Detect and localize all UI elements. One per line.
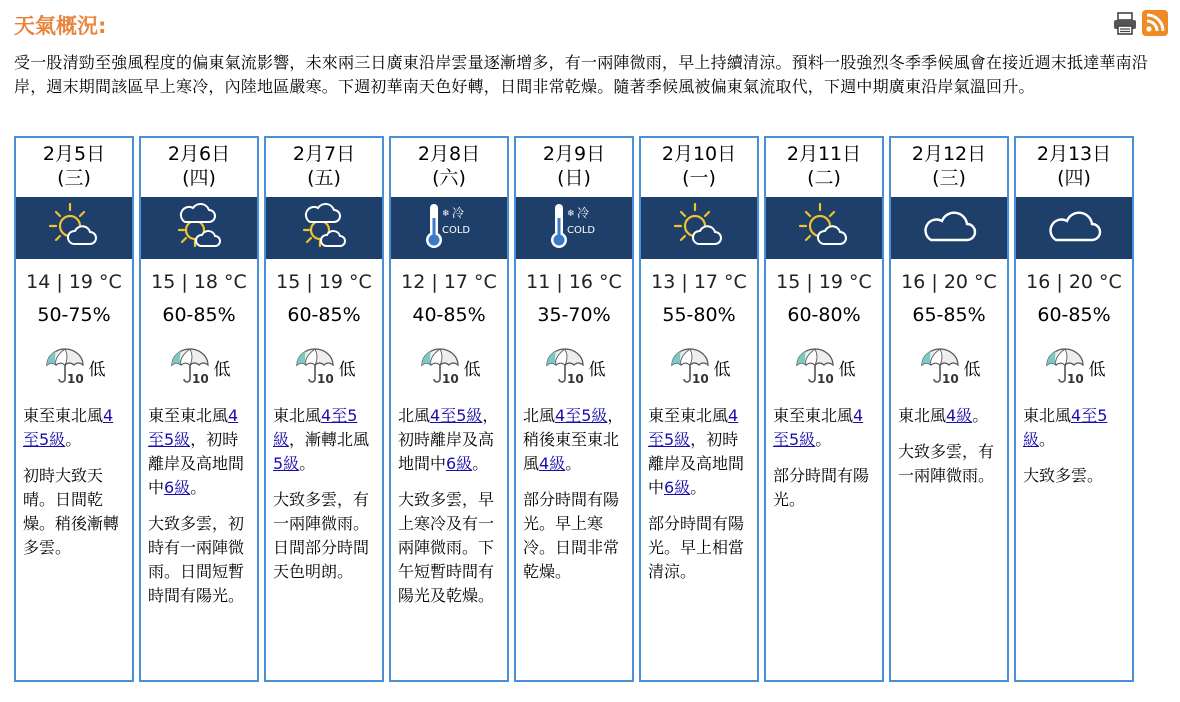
wind-text: 。 [1039,430,1056,449]
humidity-range: 60-85% [287,304,361,326]
forecast-day [139,136,259,682]
umbrella-icon [918,345,962,389]
forecast-date: 2月10日 [661,143,737,165]
forecast-date: 2月8日 [417,143,481,165]
cold-icon [541,200,607,256]
wind-force-link[interactable]: 4至5級 [773,406,864,449]
forecast-description [23,404,128,572]
forecast-date: 2月12日 [911,143,987,165]
humidity-range: 35-70% [537,304,611,326]
forecast-weekday: (一) [682,167,716,189]
forecast-day [264,136,384,682]
weather-icon-bar [1016,197,1132,259]
rain-probability-label: 低 [463,359,481,380]
wind-forecast [273,404,378,476]
wind-forecast [398,404,503,476]
wind-force-link[interactable]: 4級 [946,406,973,425]
wind-force-link[interactable]: 4級 [539,454,566,473]
forecast-day [14,136,134,682]
wind-text: ，初時離岸及高地間中 [148,430,245,497]
forecast-weekday: (二) [807,167,841,189]
rain-probability-label: 低 [213,359,231,380]
weather-icon-bar [16,197,132,259]
forecast-day [764,136,884,682]
rain-probability-label: 低 [838,359,856,380]
svg-text:❄: ❄ [567,209,575,219]
rain-probability-label: 低 [1088,359,1106,380]
rain-probability-label: 低 [588,359,606,380]
forecast-date: 2月9日 [542,143,606,165]
wind-force-link[interactable]: 6級 [164,478,191,497]
svg-text:10: 10 [816,372,834,385]
umbrella-icon [1043,345,1087,389]
wind-force-link[interactable]: 4至5級 [148,406,239,449]
rain-probability [766,345,882,389]
weather-description: 大致多雲，有一兩陣微雨。日間部分時間天色明朗。 [273,490,370,581]
wind-forecast [773,404,878,452]
temperature-range: 15 | 19 °C [776,271,872,293]
weather-description: 大致多雲，初時有一兩陣微雨。日間短暫時間有陽光。 [148,514,245,605]
forecast-date: 2月13日 [1036,143,1112,165]
umbrella-icon [543,345,587,389]
weather-icon-bar [516,197,632,259]
rain-probability [141,345,257,389]
wind-text: 。 [65,430,82,449]
svg-text:冷: 冷 [452,206,465,220]
forecast-description [148,404,253,620]
wind-text: 北風 [398,406,431,425]
sun-cloud-icon [296,200,352,256]
rain-probability-label: 低 [713,359,731,380]
forecast-description [398,404,503,620]
wind-text: 。 [190,478,207,497]
forecast-day [389,136,509,682]
forecast-date: 2月6日 [167,143,231,165]
forecast-weekday: (六) [432,167,466,189]
rain-probability [891,345,1007,389]
temperature-range: 15 | 18 °C [151,271,247,293]
forecast-day [889,136,1009,682]
weather-icon-bar [641,197,757,259]
svg-text:10: 10 [66,372,84,385]
umbrella-icon [168,345,212,389]
weather-icon-bar [391,197,507,259]
forecast-weekday: (四) [182,167,216,189]
umbrella-icon [668,345,712,389]
wind-force-link[interactable]: 4至5級 [273,406,358,449]
wind-text: 北風 [523,406,556,425]
rain-probability [16,345,132,389]
weather-description: 部分時間有陽光。早上相當清涼。 [648,514,745,581]
forecast-description [898,404,1003,500]
wind-forecast [148,404,253,500]
weather-icon-bar [266,197,382,259]
rain-probability [266,345,382,389]
forecast-weekday: (四) [1057,167,1091,189]
svg-text:10: 10 [191,372,209,385]
wind-text: 東至東北風 [23,406,104,425]
humidity-range: 55-80% [662,304,736,326]
svg-text:❄: ❄ [442,209,450,219]
temperature-range: 16 | 20 °C [1026,271,1122,293]
rain-probability-label: 低 [963,359,981,380]
weather-icon-bar [766,197,882,259]
wind-forecast [523,404,628,476]
wind-text: 東北風 [898,406,947,425]
umbrella-icon [43,345,87,389]
forecast-weekday: (三) [57,167,91,189]
rain-probability [516,345,632,389]
svg-text:10: 10 [941,372,959,385]
wind-force-link[interactable]: 4至5級 [23,406,114,449]
humidity-range: 50-75% [37,304,111,326]
weather-description: 初時大致天晴。日間乾燥。稍後漸轉多雲。 [23,466,120,557]
sunny-periods-cloud-icon [671,200,727,256]
sunny-periods-cloud-icon [46,200,102,256]
print-icon[interactable] [1112,10,1138,36]
rain-probability [1016,345,1132,389]
temperature-range: 14 | 19 °C [26,271,122,293]
umbrella-icon [293,345,337,389]
rain-probability [391,345,507,389]
forecast-weekday: (五) [307,167,341,189]
rain-probability-label: 低 [338,359,356,380]
wind-force-link[interactable]: 5級 [273,454,300,473]
wind-text: 。 [690,478,707,497]
wind-text: ，稍後東至東北風 [523,406,624,473]
weather-description: 大致多雲。 [1023,466,1104,485]
rain-probability [641,345,757,389]
svg-text:冷: 冷 [577,206,590,220]
weather-icon-bar [141,197,257,259]
rain-probability-label: 低 [88,359,106,380]
wind-text: 。 [972,406,989,425]
weather-description: 大致多雲，早上寒冷及有一兩陣微雨。下午短暫時間有陽光及乾燥。 [398,490,495,605]
forecast-weekday: (日) [557,167,591,189]
wind-forecast [898,404,1003,428]
svg-text:10: 10 [691,372,709,385]
wind-text: 東北風 [1023,406,1072,425]
forecast-day [514,136,634,682]
cloudy-icon [1046,200,1102,256]
wind-text: ，初時離岸及高地間中 [398,406,499,473]
forecast-summary: 受一股清勁至強風程度的偏東氣流影響，未來兩三日廣東沿岸雲量逐漸增多，有一兩陣微雨，早上持續清涼。預料一股強烈冬季季候風會在接近週末抵達華南沿岸，週末期間該區早上寒冷，內陸地區嚴寒。下週初華南天色好轉，日間非常乾燥。隨著季候風被偏東氣流取代，下週中期廣東沿岸氣溫回升。 [14,53,1149,96]
forecast-description [523,404,628,596]
svg-text:10: 10 [1066,372,1084,385]
wind-force-link[interactable]: 4至5級 [430,406,483,425]
rss-icon[interactable] [1142,10,1168,36]
weather-icon-bar [891,197,1007,259]
svg-text:COLD: COLD [442,225,471,236]
wind-forecast [648,404,753,500]
forecast-weekday: (三) [932,167,966,189]
forecast-description [773,404,878,524]
temperature-range: 13 | 17 °C [651,271,747,293]
humidity-range: 60-85% [1037,304,1111,326]
temperature-range: 16 | 20 °C [901,271,997,293]
wind-text: 。 [565,454,582,473]
weather-description: 大致多雲，有一兩陣微雨。 [898,442,995,485]
nine-day-forecast [14,136,1134,682]
wind-text: 。 [299,454,316,473]
sunny-periods-cloud-icon [796,200,852,256]
forecast-date: 2月5日 [42,143,106,165]
wind-force-link[interactable]: 4至5級 [648,406,739,449]
temperature-range: 12 | 17 °C [401,271,497,293]
forecast-description [1023,404,1128,500]
humidity-range: 60-80% [787,304,861,326]
sun-cloud-icon [171,200,227,256]
forecast-description [273,404,378,596]
wind-force-link[interactable]: 4至5級 [555,406,608,425]
page-title: 天氣概況: [14,14,107,38]
wind-forecast [1023,404,1128,452]
humidity-range: 65-85% [912,304,986,326]
wind-force-link[interactable]: 6級 [664,478,691,497]
wind-text: 東至東北風 [648,406,729,425]
humidity-range: 40-85% [412,304,486,326]
top-toolbar [1112,10,1168,36]
umbrella-icon [418,345,462,389]
wind-force-link[interactable]: 6級 [446,454,473,473]
wind-text: 東至東北風 [773,406,854,425]
forecast-date: 2月11日 [786,143,862,165]
wind-text: 。 [472,454,489,473]
svg-text:10: 10 [441,372,459,385]
wind-text: 東北風 [273,406,322,425]
weather-description: 部分時間有陽光。 [773,466,870,509]
forecast-day [639,136,759,682]
svg-text:10: 10 [566,372,584,385]
weather-description: 部分時間有陽光。早上寒冷。日間非常乾燥。 [523,490,620,581]
cloudy-icon [921,200,977,256]
wind-text: ，漸轉北風 [289,430,370,449]
wind-force-link[interactable]: 4至5級 [1023,406,1108,449]
wind-forecast [23,404,128,452]
forecast-day [1014,136,1134,682]
wind-text: 東至東北風 [148,406,229,425]
umbrella-icon [793,345,837,389]
humidity-range: 60-85% [162,304,236,326]
wind-text: ，初時離岸及高地間中 [648,430,745,497]
svg-text:10: 10 [316,372,334,385]
forecast-date: 2月7日 [292,143,356,165]
forecast-description [648,404,753,596]
wind-text: 。 [815,430,832,449]
temperature-range: 11 | 16 °C [526,271,622,293]
svg-text:COLD: COLD [567,225,596,236]
temperature-range: 15 | 19 °C [276,271,372,293]
cold-icon [416,200,482,256]
